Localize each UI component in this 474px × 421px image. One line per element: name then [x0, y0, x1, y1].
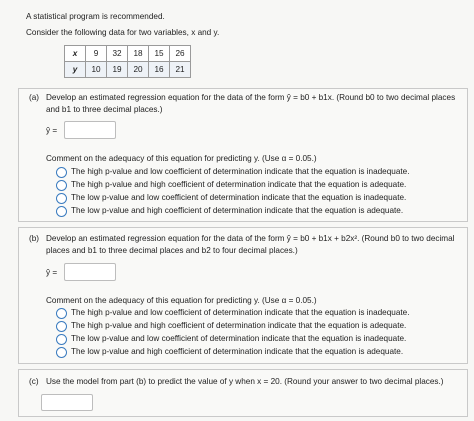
- part-a-option-1-radio[interactable]: [56, 167, 67, 178]
- y-value: 21: [170, 62, 191, 78]
- x-value: 26: [170, 46, 191, 62]
- part-a-option-3-label[interactable]: The low p-value and low coefficient of determination indicate that the equation is inadequate.: [71, 193, 407, 202]
- part-a-option-1-label[interactable]: The high p-value and low coefficient of determination indicate that the equation is inadequate.: [71, 167, 410, 176]
- part-b-option-3-label[interactable]: The low p-value and low coefficient of determination indicate that the equation is inadequate.: [71, 334, 407, 343]
- x-value: 9: [86, 46, 107, 62]
- part-c-label: (c): [29, 377, 39, 386]
- x-value: 18: [128, 46, 149, 62]
- part-b-option-2-radio[interactable]: [56, 321, 67, 332]
- part-c-answer-input[interactable]: [41, 394, 93, 411]
- data-table: [64, 45, 191, 78]
- part-b-question-line2: places and b1 to three decimal places and b2 to four decimal places.): [46, 246, 298, 255]
- part-b-option-1-label[interactable]: The high p-value and low coefficient of determination indicate that the equation is inadequate.: [71, 308, 410, 317]
- part-a-comment: Comment on the adequacy of this equation for predicting y. (Use α = 0.05.): [46, 154, 317, 163]
- part-b-option-4-label[interactable]: The low p-value and high coefficient of determination indicate that the equation is adequate.: [71, 347, 404, 356]
- y-value: 20: [128, 62, 149, 78]
- part-a-option-4-radio[interactable]: [56, 206, 67, 217]
- y-value: 16: [149, 62, 170, 78]
- part-a-option-2-label[interactable]: The high p-value and high coefficient of determination indicate that the equation is adequate.: [71, 180, 407, 189]
- part-b-section: [18, 227, 468, 364]
- part-b-label: (b): [29, 234, 40, 243]
- part-a-section: [18, 88, 468, 222]
- y-row: [65, 62, 191, 78]
- part-b-option-1-radio[interactable]: [56, 308, 67, 319]
- part-a-question-line2: and b1 to three decimal places.): [46, 105, 163, 114]
- y-value: 10: [86, 62, 107, 78]
- part-b-question-line1: Develop an estimated regression equation for the data of the form ŷ = b0 + b1x + b2x². (Round b0 to two decimal: [46, 234, 455, 243]
- part-a-answer-input[interactable]: [64, 121, 116, 139]
- part-b-comment: Comment on the adequacy of this equation for predicting y. (Use α = 0.05.): [46, 296, 317, 305]
- part-b-option-3-radio[interactable]: [56, 334, 67, 345]
- intro-text: A statistical program is recommended.: [26, 12, 165, 21]
- part-a-question-line1: Develop an estimated regression equation for the data of the form ŷ = b0 + b1x. (Round b0 to two decimal places: [46, 93, 456, 102]
- part-c-section: [18, 369, 468, 417]
- x-value: 32: [107, 46, 128, 62]
- part-a-yhat-label: ŷ =: [46, 126, 58, 135]
- part-a-option-4-label[interactable]: The low p-value and high coefficient of determination indicate that the equation is adequate.: [71, 206, 404, 215]
- part-a-option-3-radio[interactable]: [56, 193, 67, 204]
- part-b-answer-input[interactable]: [64, 263, 116, 281]
- x-value: 15: [149, 46, 170, 62]
- x-label: x: [65, 46, 86, 62]
- x-row: [65, 46, 191, 62]
- part-b-yhat-label: ŷ =: [46, 268, 58, 277]
- part-a-option-2-radio[interactable]: [56, 180, 67, 191]
- y-label: y: [65, 62, 86, 78]
- consider-text: Consider the following data for two variables, x and y.: [26, 28, 220, 37]
- y-value: 19: [107, 62, 128, 78]
- part-c-question: Use the model from part (b) to predict the value of y when x = 20. (Round your answer to two decimal places.): [46, 377, 444, 386]
- part-b-option-4-radio[interactable]: [56, 347, 67, 358]
- part-b-option-2-label[interactable]: The high p-value and high coefficient of determination indicate that the equation is adequate.: [71, 321, 407, 330]
- part-a-label: (a): [29, 93, 40, 102]
